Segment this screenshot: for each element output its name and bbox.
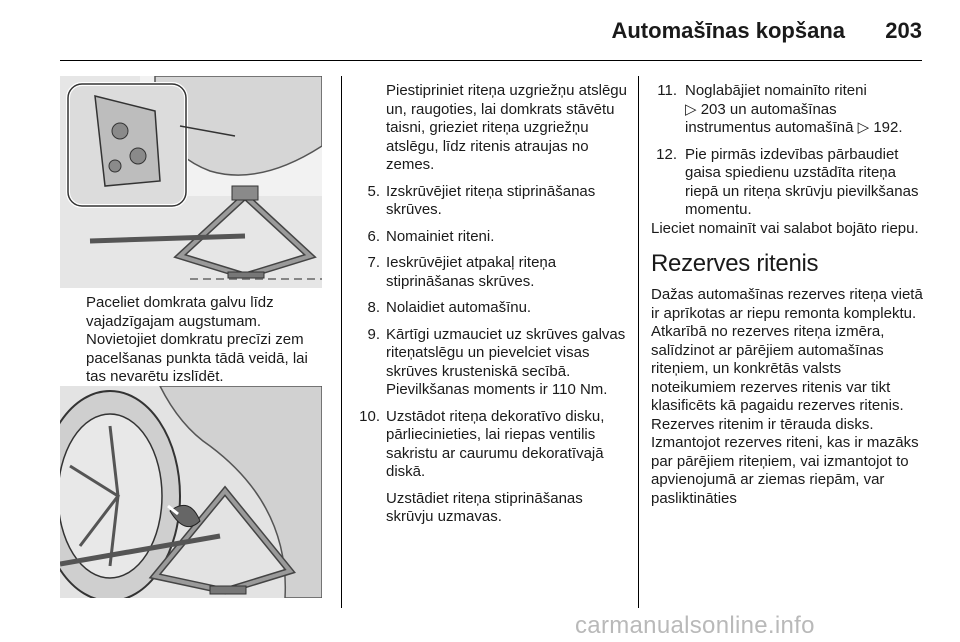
step-item: [348, 254, 630, 291]
page-number: 203: [885, 18, 922, 43]
note-text: Lieciet nomainīt vai salabot bojāto riepu.: [651, 219, 919, 237]
figure-jack-under-car: [60, 386, 322, 598]
step-text: Nomainiet riteni.: [386, 227, 495, 245]
step-text: Izskrūvējiet riteņa stiprināšanas skrūves.: [386, 182, 596, 218]
page-reference: 203 un automašīnas instrumentus automašīnā: [685, 100, 854, 136]
step-text: Uzstādot riteņa dekoratīvo disku, pārliecinieties, lai riepas ventilis sakristu ar caurumu dekoratīvajā diskā.: [386, 407, 605, 480]
middle-column: [348, 82, 630, 527]
step-number: 6.: [367, 227, 380, 245]
step-text: Noglabājiet nomainīto riteni: [685, 82, 867, 99]
step-number: 11.: [657, 82, 677, 99]
watermark: carmanualsonline.info: [575, 612, 815, 639]
car-jack-illustration: [60, 386, 322, 598]
right-column: [645, 82, 925, 508]
step-item: [348, 326, 630, 400]
reference-arrow-icon: ▷: [857, 119, 870, 136]
column-divider-1: [341, 76, 342, 608]
step-4-continuation: Piestipriniet riteņa uzgriežņu atslēgu un, raugoties, lai domkrats stāvētu taisni, grieziet riteņa uzgriežņu atslēgu, līdz ritenis atraujas no zemes.: [386, 82, 627, 173]
step-number: 8.: [367, 299, 380, 316]
step-item: [645, 146, 925, 220]
step-subtext: Uzstādiet riteņa stiprināšanas skrūvju uzmavas.: [386, 489, 583, 525]
step-item: [348, 408, 630, 527]
figure-caption: Paceliet domkrata galvu līdz vajadzīgajam augstumam. Novietojiet domkratu precīzi zem pacelšanas punkta tādā veidā, lai tas nevarētu izslīdēt.: [86, 294, 308, 385]
step-text: Ieskrūvējiet atpakaļ riteņa stiprināšanas skrūves.: [386, 254, 557, 290]
step-text: Nolaidiet automašīnu.: [386, 299, 532, 316]
jack-illustration: [60, 76, 322, 288]
paragraph: Rezerves ritenim ir tērauda disks.: [651, 415, 874, 433]
header-rule: [60, 60, 922, 61]
column-divider-2: [638, 76, 639, 608]
section-heading: Rezerves ritenis: [651, 250, 819, 277]
step-item: [348, 299, 630, 318]
reference-arrow-icon: ▷: [685, 100, 697, 118]
step-item: [348, 183, 630, 220]
page-header-title: Automašīnas kopšana: [611, 18, 845, 43]
step-number: 7.: [367, 254, 380, 271]
step-number: 5.: [367, 182, 380, 200]
step-number: 9.: [367, 325, 380, 343]
step-number: 10.: [359, 407, 380, 425]
figure-jack-lifting-point: [60, 76, 322, 288]
paragraph: Atkarībā no rezerves riteņa izmēra, salīdzinot ar pārējiem automašīnas riteņiem, un konkrētās valsts noteikumiem rezerves ritenis var tikt klasificēts kā pagaidu rezerves ritenis.: [651, 323, 904, 414]
step-item: [645, 82, 925, 138]
step-text: Pie pirmās izdevības pārbaudiet gaisa spiedienu uzstādīta riteņa riepā un riteņa skrūvju pievilkšanas momentu.: [685, 145, 919, 218]
paragraph: Izmantojot rezerves riteni, kas ir mazāks par pārējiem riteņiem, vai izmantojot to apvienojumā ar ziemas riepām, var pasliktināties: [651, 434, 919, 507]
paragraph: Dažas automašīnas rezerves riteņa vietā ir aprīkotas ar riepu remonta komplektu.: [651, 286, 923, 322]
step-item: [348, 228, 630, 247]
page-reference: 192.: [873, 119, 903, 136]
step-number: 12.: [656, 145, 677, 163]
step-text: Kārtīgi uzmauciet uz skrūves galvas riteņatslēgu un pievelciet visas skrūves krusteniskā secībā. Pievilkšanas moments ir 110 Nm.: [386, 325, 626, 398]
